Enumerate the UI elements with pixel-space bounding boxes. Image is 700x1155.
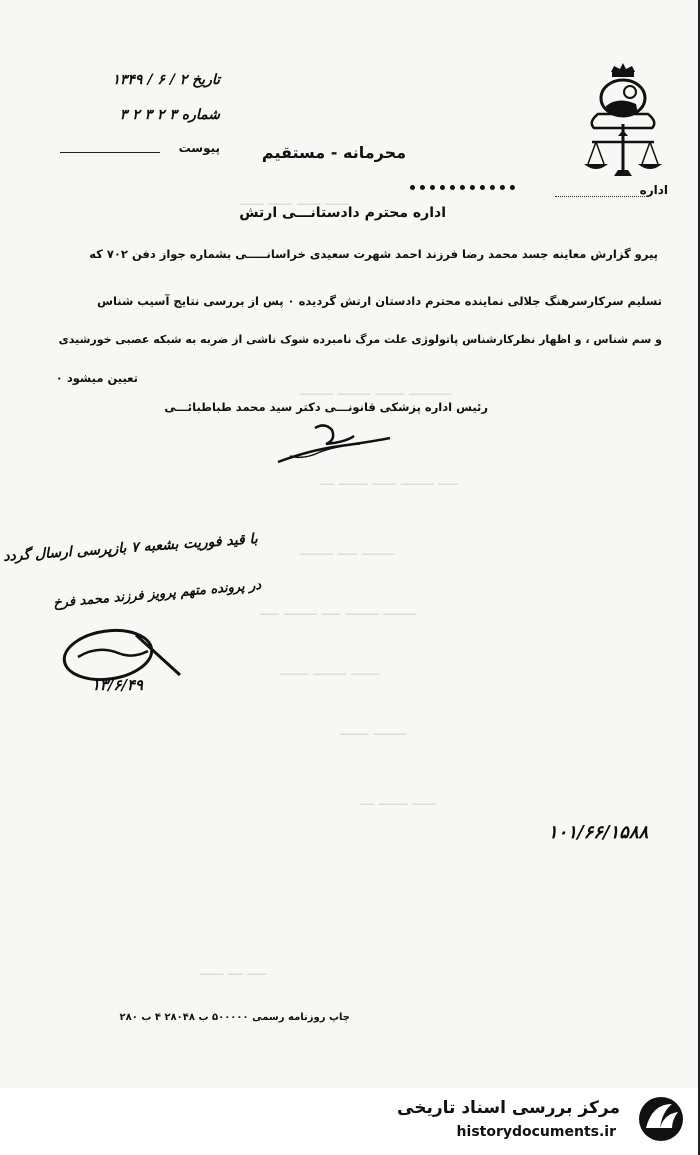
show-through-text: ـــــــ ــــــ — [340, 720, 407, 739]
show-through-text: ـــــ ــــــ ـــ — [360, 790, 436, 809]
signatory-line: رئیس اداره پزشکی قانونـــی دکتر سید محمد طباطبائـــی — [164, 400, 488, 414]
handwritten-signature-icon — [270, 418, 400, 470]
footer-brand: مرکز بررسی اسناد تاریخی — [397, 1098, 620, 1118]
letter-body-line-3: و سم شناس ، و اظهار نظرکارشناس پاتولوژی علت مرگ نامبرده شوک ناشی از ضربه به شبکه عصبی خورشیدی — [58, 333, 662, 346]
recipient-line: اداره محترم دادستانـــی ارتش — [239, 205, 446, 221]
show-through-text: ـــــــــ ــــــ ـــــــ ـــــــ — [300, 380, 452, 399]
footer-watermark — [0, 1088, 698, 1155]
confidential-stamp: محرمانه - مستقیم — [261, 143, 406, 162]
show-through-text: ـــــــ ــــ ـــــــ — [300, 540, 395, 559]
show-through-text: ــــــ ـــــــ ــــــ — [280, 660, 380, 679]
office-line — [555, 196, 645, 197]
print-note: چاپ روزنامه رسمی ۵۰۰۰۰۰ ب ۲۸۰۴۸ ۴ ب ۲۸۰ — [119, 1012, 350, 1023]
handwritten-note-line-1: با قید فوریت بشعبه ۷ بازپرسی ارسال گردد — [2, 531, 259, 565]
letter-body-line-4: تعیین میشود ۰ — [55, 371, 138, 385]
show-through-text: ـــــ ـــــ ـــــ ـــــ — [240, 190, 350, 209]
show-through-text: ــــ ـــــــ ـــــ ــــــ ـــ — [320, 470, 458, 489]
show-through-text: ـــــــ ـــــــ ــــ ـــــــ ــــ — [260, 600, 417, 619]
attachment-label: پیوست — [178, 141, 220, 155]
attachment-line — [60, 152, 160, 153]
number-field: شماره ۳ ۲ ۳ ۲ ۳ — [119, 107, 220, 123]
archive-code: ۱۰۱/۶۶/۱۵۸۸ — [548, 822, 649, 843]
letter-body-line-1: پیرو گزارش معاینه جسد محمد رضا فرزند احمد شهرت سعیدی خراسانـــــی بشماره جواز دفن ۷۰۲ که — [89, 247, 658, 261]
handwritten-note-line-2: در پرونده متهم پرویز فرزند محمد فرخ — [53, 577, 263, 612]
handwritten-date: ۱۳/۶/۴۹ — [91, 676, 143, 694]
archive-logo-icon — [632, 1094, 690, 1144]
letter-body-line-2: تسلیم سرکارسرهنگ جلالی نماینده محترم دادستان ارتش گردیده ۰ پس از بررسی نتایج آسیب شناس — [97, 294, 662, 308]
show-through-text: ــــ ـــ ـــــ — [200, 960, 267, 979]
footer-url: historydocuments.ir — [456, 1124, 616, 1140]
date-field: تاریخ ۲ / ۶ / ۱۳۴۹ — [112, 72, 220, 88]
lion-and-sun-emblem-icon — [578, 62, 668, 180]
confidential-underline — [410, 185, 515, 190]
office-label: اداره — [639, 183, 668, 197]
